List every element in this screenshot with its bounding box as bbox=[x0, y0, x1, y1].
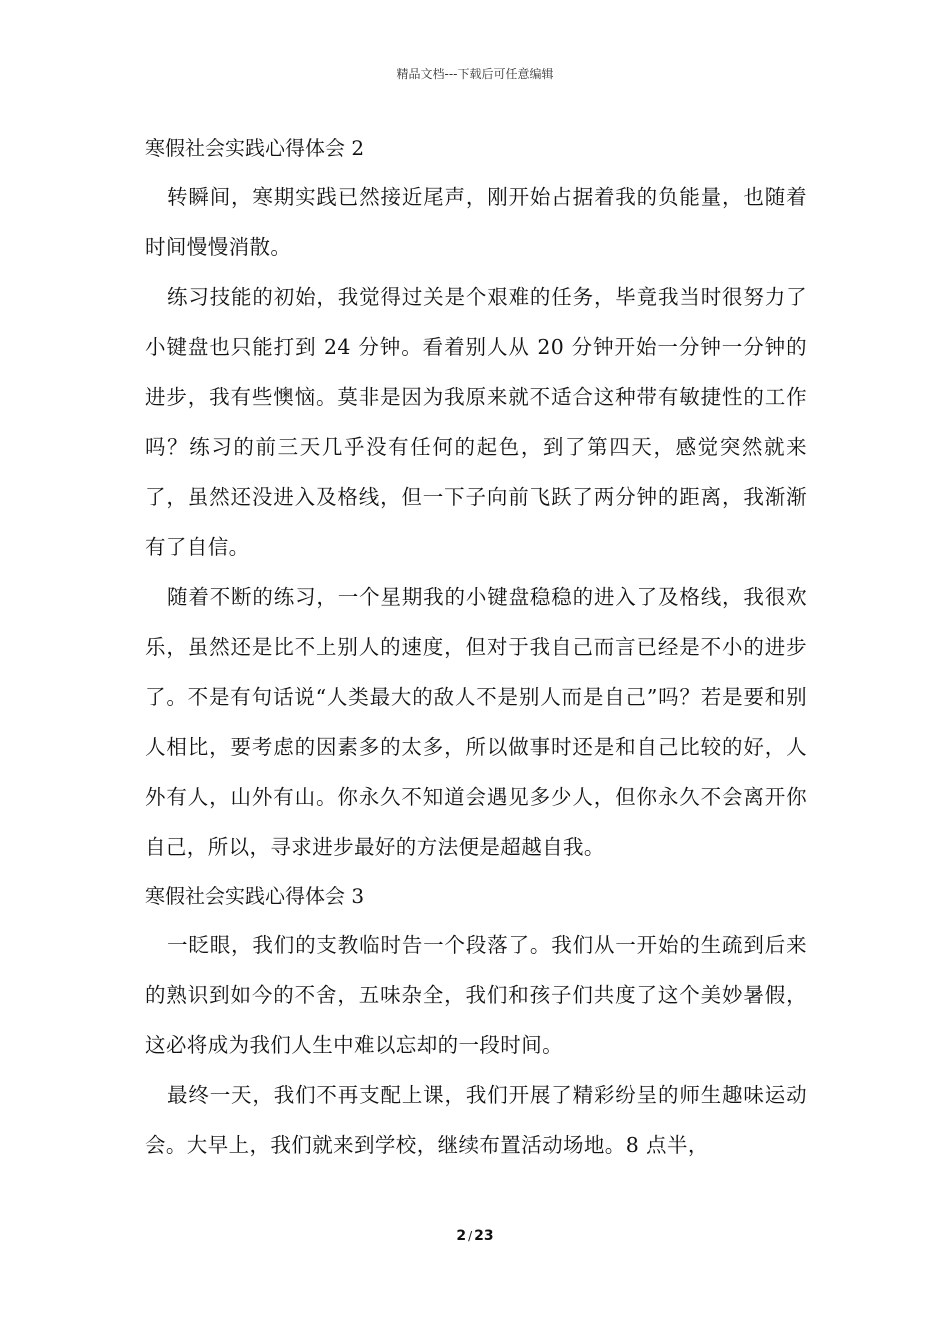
section-title-2: 寒假社会实践心得体会 2 bbox=[145, 136, 365, 160]
page-separator: / bbox=[468, 1229, 473, 1243]
paragraph: 随着不断的练习，一个星期我的小键盘稳稳的进入了及格线，我很欢乐，虽然还是比不上别人的速度，但对于我自己而言已经是不小的进步了。不是有句话说“人类最大的敌人不是别人而是自己”吗？若是要和别人相比，要考虑的因素多的太多，所以做事时还是和自己比较的好，人外有人，山外有山。你永久不知道会遇见多少人，但你永久不会离开你自己，所以，寻求进步最好的方法便是超越自我。 bbox=[145, 585, 807, 859]
paragraph: 练习技能的初始，我觉得过关是个艰难的任务，毕竟我当时很努力了小键盘也只能打到 24 分钟。看着别人从 20 分钟开始一分钟一分钟的进步，我有些懊恼。莫非是因为我原来就不适合这种带有敏捷性的工作吗？练习的前三天几乎没有任何的起色，到了第四天，感觉突然就来了，虽然还没进入及格线，但一下子向前飞跃了两分钟的距离，我渐渐有了自信。 bbox=[145, 285, 807, 559]
current-page: 2 bbox=[456, 1228, 467, 1244]
page-number bbox=[0, 1226, 950, 1246]
paragraph: 转瞬间，寒期实践已然接近尾声，刚开始占据着我的负能量，也随着时间慢慢消散。 bbox=[145, 185, 807, 259]
document-body bbox=[145, 124, 807, 1170]
paragraph: 最终一天，我们不再支配上课，我们开展了精彩纷呈的师生趣味运动会。大早上，我们就来到学校，继续布置活动场地。8 点半， bbox=[145, 1083, 807, 1157]
paragraph: 一眨眼，我们的支教临时告一个段落了。我们从一开始的生疏到后来的熟识到如今的不舍，五味杂全，我们和孩子们共度了这个美妙暑假，这必将成为我们人生中难以忘却的一段时间。 bbox=[145, 933, 807, 1057]
section-title-3: 寒假社会实践心得体会 3 bbox=[145, 884, 365, 908]
total-pages: 23 bbox=[474, 1228, 494, 1244]
page-header: 精品文档---下载后可任意编辑 bbox=[396, 67, 554, 81]
